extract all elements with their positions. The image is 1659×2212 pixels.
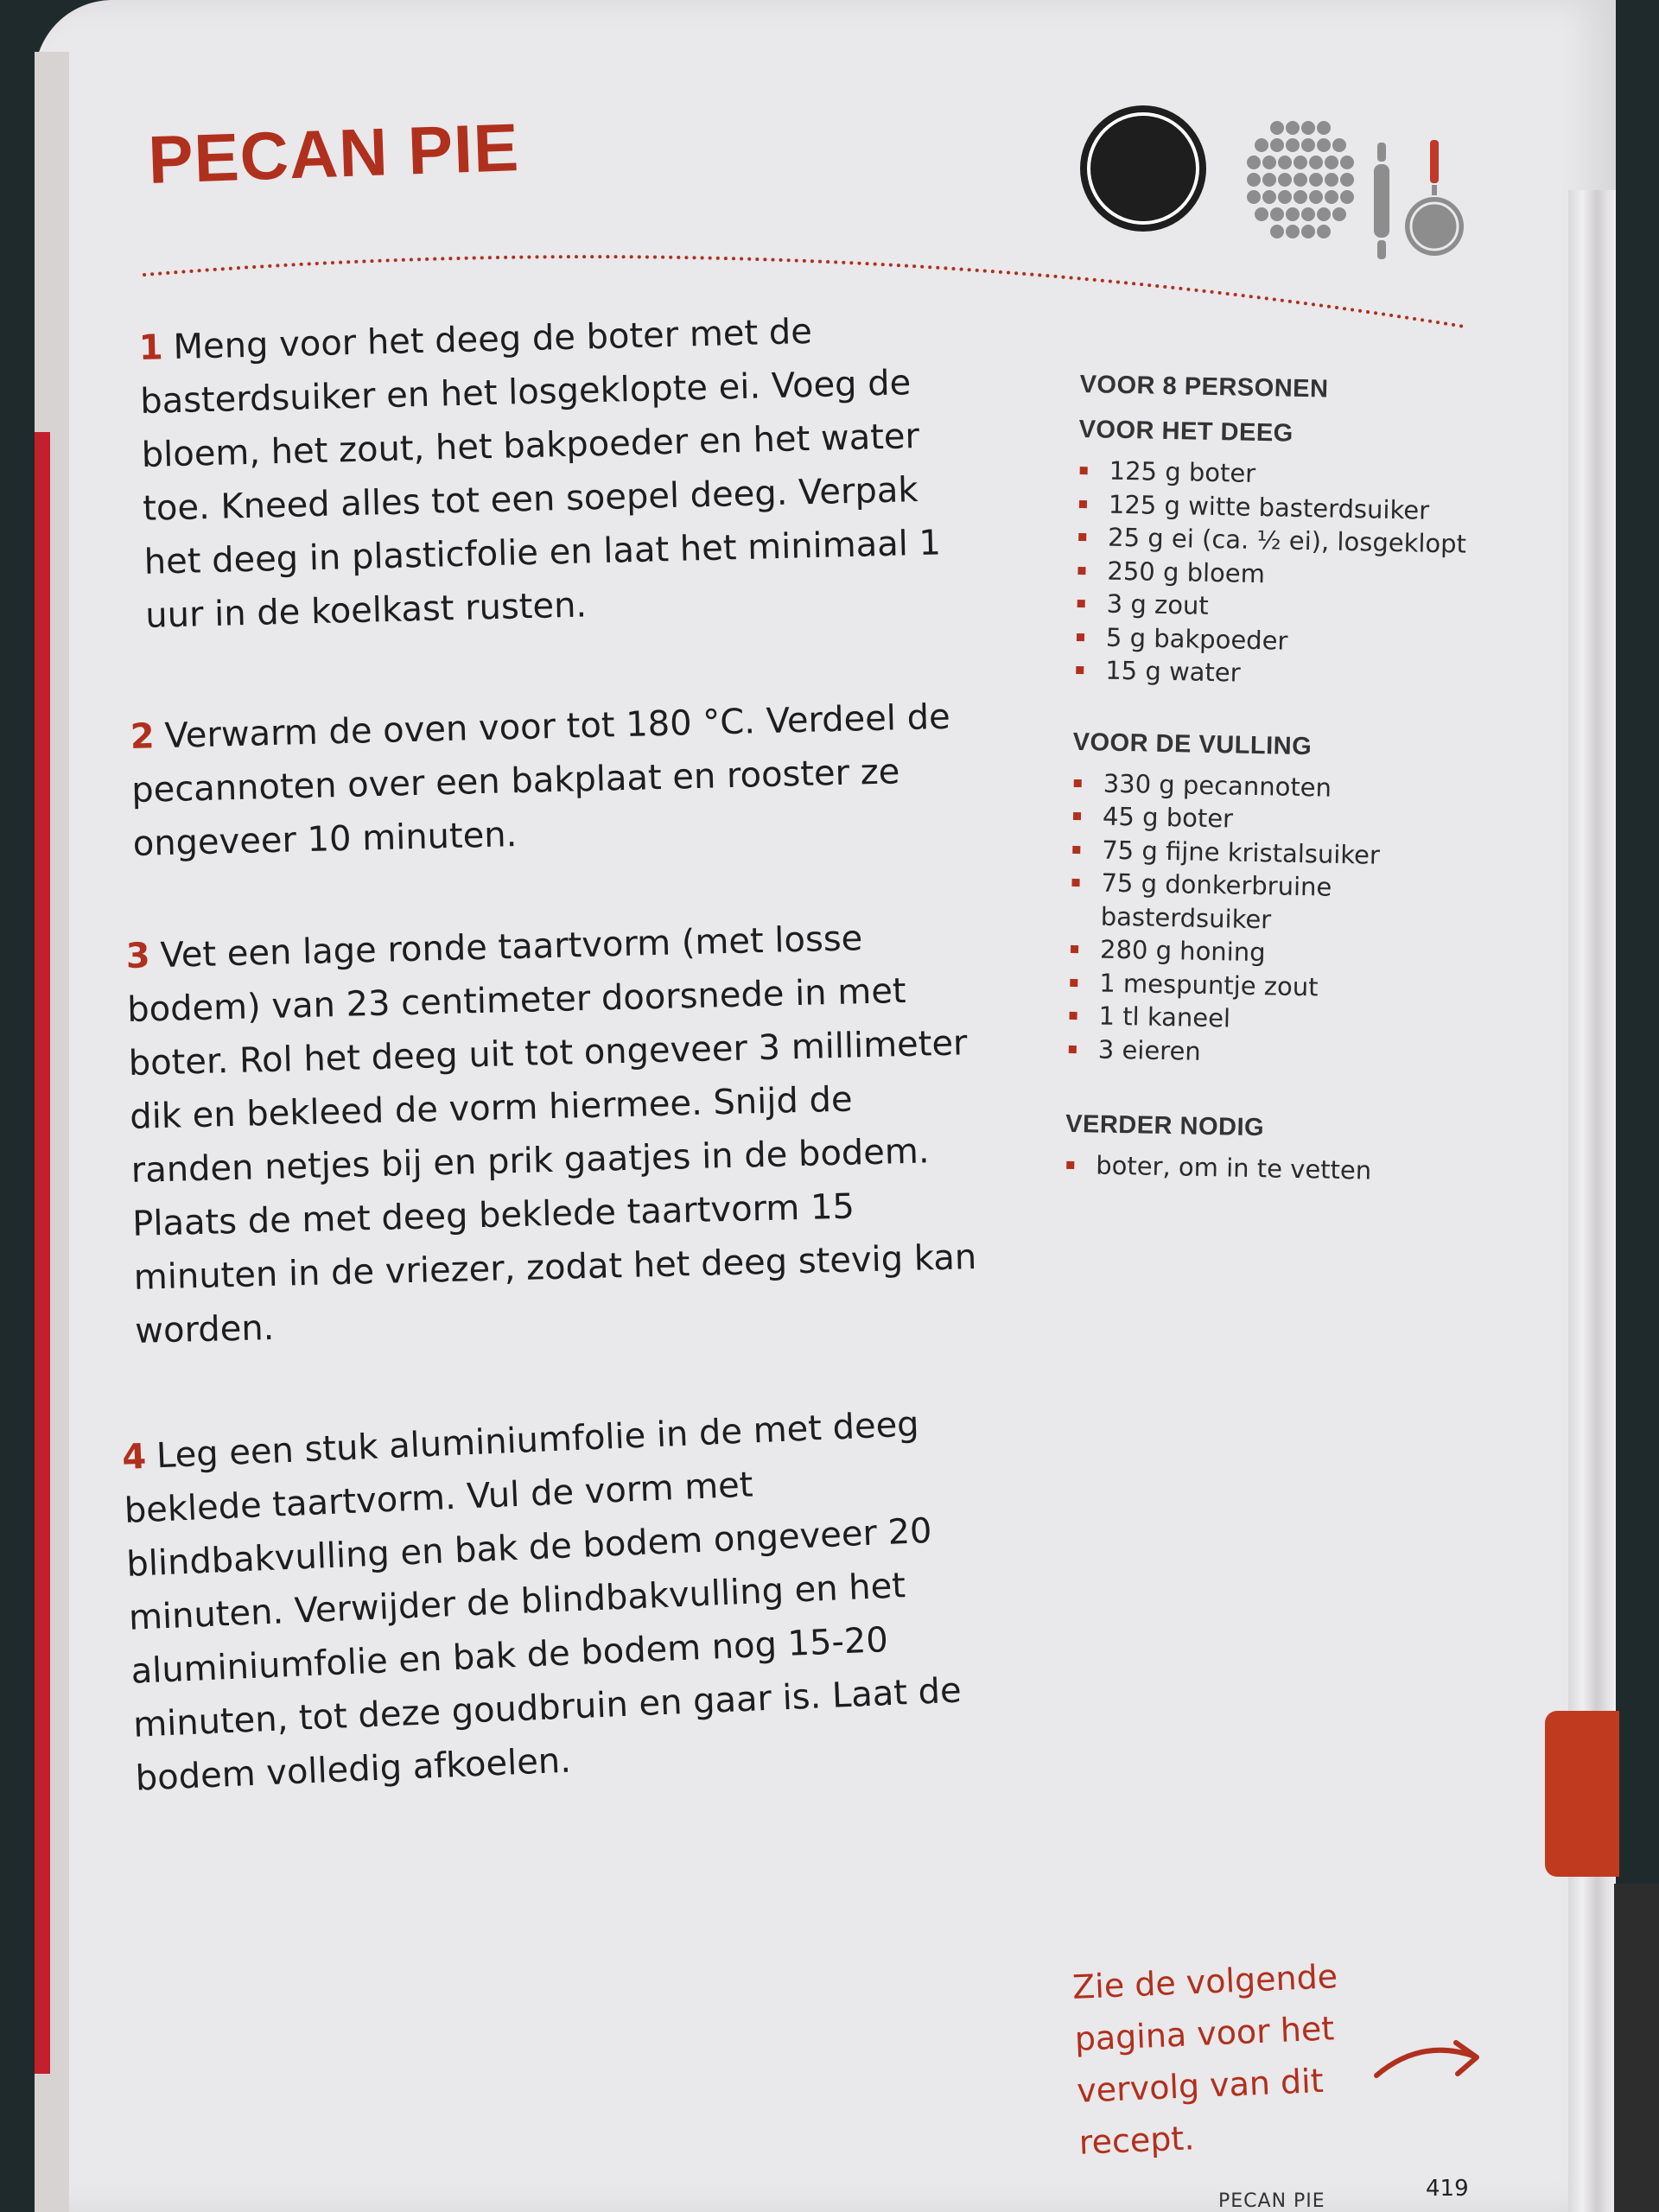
chapter-tab — [1545, 1711, 1619, 1877]
equipment-icons — [1076, 95, 1473, 276]
continue-note: Zie de volgende pagina voor het vervolg van dit recept. — [1071, 1957, 1338, 2162]
ingredient-item: 1 tl kaneel — [1067, 999, 1465, 1039]
ingredient-item: 3 g zout — [1075, 587, 1473, 627]
ingredient-item: 125 g boter — [1077, 454, 1476, 494]
step-2 — [130, 690, 997, 871]
dough-list — [1074, 454, 1476, 694]
pastry-cutter-icon — [1405, 140, 1464, 256]
step-text: Vet een lage ronde taartvorm (met losse bodem) van 23 centimeter doorsnede in met boter. Rol het deeg uit tot ongeveer 3 millimeter dik en bekleed de vorm hiermee. Snijd de randen netjes bij en prik gaatjes in de bodem. Plaats de met deeg beklede taartvorm 15 minuten in de vriezer, zodat het deeg stevig kan worden. — [126, 918, 977, 1351]
ingredient-item: 3 eieren — [1066, 1032, 1465, 1072]
step-number: 2 — [130, 716, 156, 757]
ingredient-item: 280 g honing — [1069, 932, 1467, 973]
ingredient-item: 15 g water — [1074, 653, 1472, 694]
ingredients-panel — [1065, 367, 1478, 1189]
ingredient-item: 45 g boter — [1071, 799, 1470, 840]
step-4 — [121, 1395, 1000, 1805]
ingredient-item: 25 g ei (ca. ½ ei), losgeklopt — [1077, 520, 1475, 561]
step-text: Meng voor het deeg de boter met de basterdsuiker en het losgeklopte ei. Voeg de bloem, het zout, het bakpoeder en het water toe. Kneed alles tot een soepel deeg. Verpak het deeg in plasticfolie en laat het minimaal 1 uur in de koelkast rusten. — [139, 311, 942, 636]
filling-heading: VOOR DE VULLING — [1072, 728, 1313, 760]
extra-heading: VERDER NODIG — [1065, 1109, 1265, 1142]
servings-heading: VOOR 8 PERSONEN — [1079, 370, 1329, 404]
step-number: 3 — [125, 936, 151, 976]
step-text: Leg een stuk aluminiumfolie in de met deeg beklede taartvorm. Vul de vorm met blindbakvulling en bak de bodem ongeveer 20 minuten. Verwijder de blindbakvulling en het aluminiumfolie en bak de bodem nog 15-20 minuten, tot deze goudbruin en gaar is. Laat de bodem volledig afkoelen. — [123, 1404, 963, 1799]
pie-tin-icon — [1080, 105, 1206, 232]
dough-heading: VOOR HET DEEG — [1078, 415, 1294, 448]
ingredient-item: 75 g donkerbruine basterdsuiker — [1069, 866, 1467, 940]
step-3 — [125, 909, 982, 1358]
ingredient-item: 330 g pecannoten — [1071, 766, 1470, 806]
ingredient-item: 75 g fijne kristalsuiker — [1071, 832, 1469, 873]
step-text: Verwarm de oven voor tot 180 °C. Verdeel de pecannoten over een bakplaat en rooster ze ongeveer 10 minuten. — [130, 696, 951, 864]
step-number: 1 — [138, 327, 164, 368]
step-number: 4 — [121, 1436, 148, 1478]
ingredient-item: 1 mespuntje zout — [1068, 965, 1466, 1006]
bookmark-ribbon — [35, 432, 50, 2074]
ingredient-item: 5 g bakpoeder — [1075, 620, 1473, 660]
cover-edge — [1614, 1884, 1659, 2212]
rolling-pin-icon — [1374, 143, 1389, 259]
filling-list — [1066, 766, 1470, 1072]
step-1 — [138, 302, 976, 643]
recipe-title: PECAN PIE — [147, 109, 521, 198]
page-stack-edge — [1568, 190, 1616, 2212]
ingredient-item: 125 g witte basterdsuiker — [1077, 486, 1476, 527]
pie-weights-icon — [1247, 121, 1354, 238]
page-number: 419 — [1426, 2176, 1469, 2202]
footer-section-title: PECAN PIE — [1218, 2190, 1325, 2212]
ingredient-item: boter, om in te vetten — [1065, 1148, 1463, 1189]
arrow-right-icon — [1370, 2031, 1491, 2091]
ingredient-item: 250 g bloem — [1076, 553, 1474, 594]
